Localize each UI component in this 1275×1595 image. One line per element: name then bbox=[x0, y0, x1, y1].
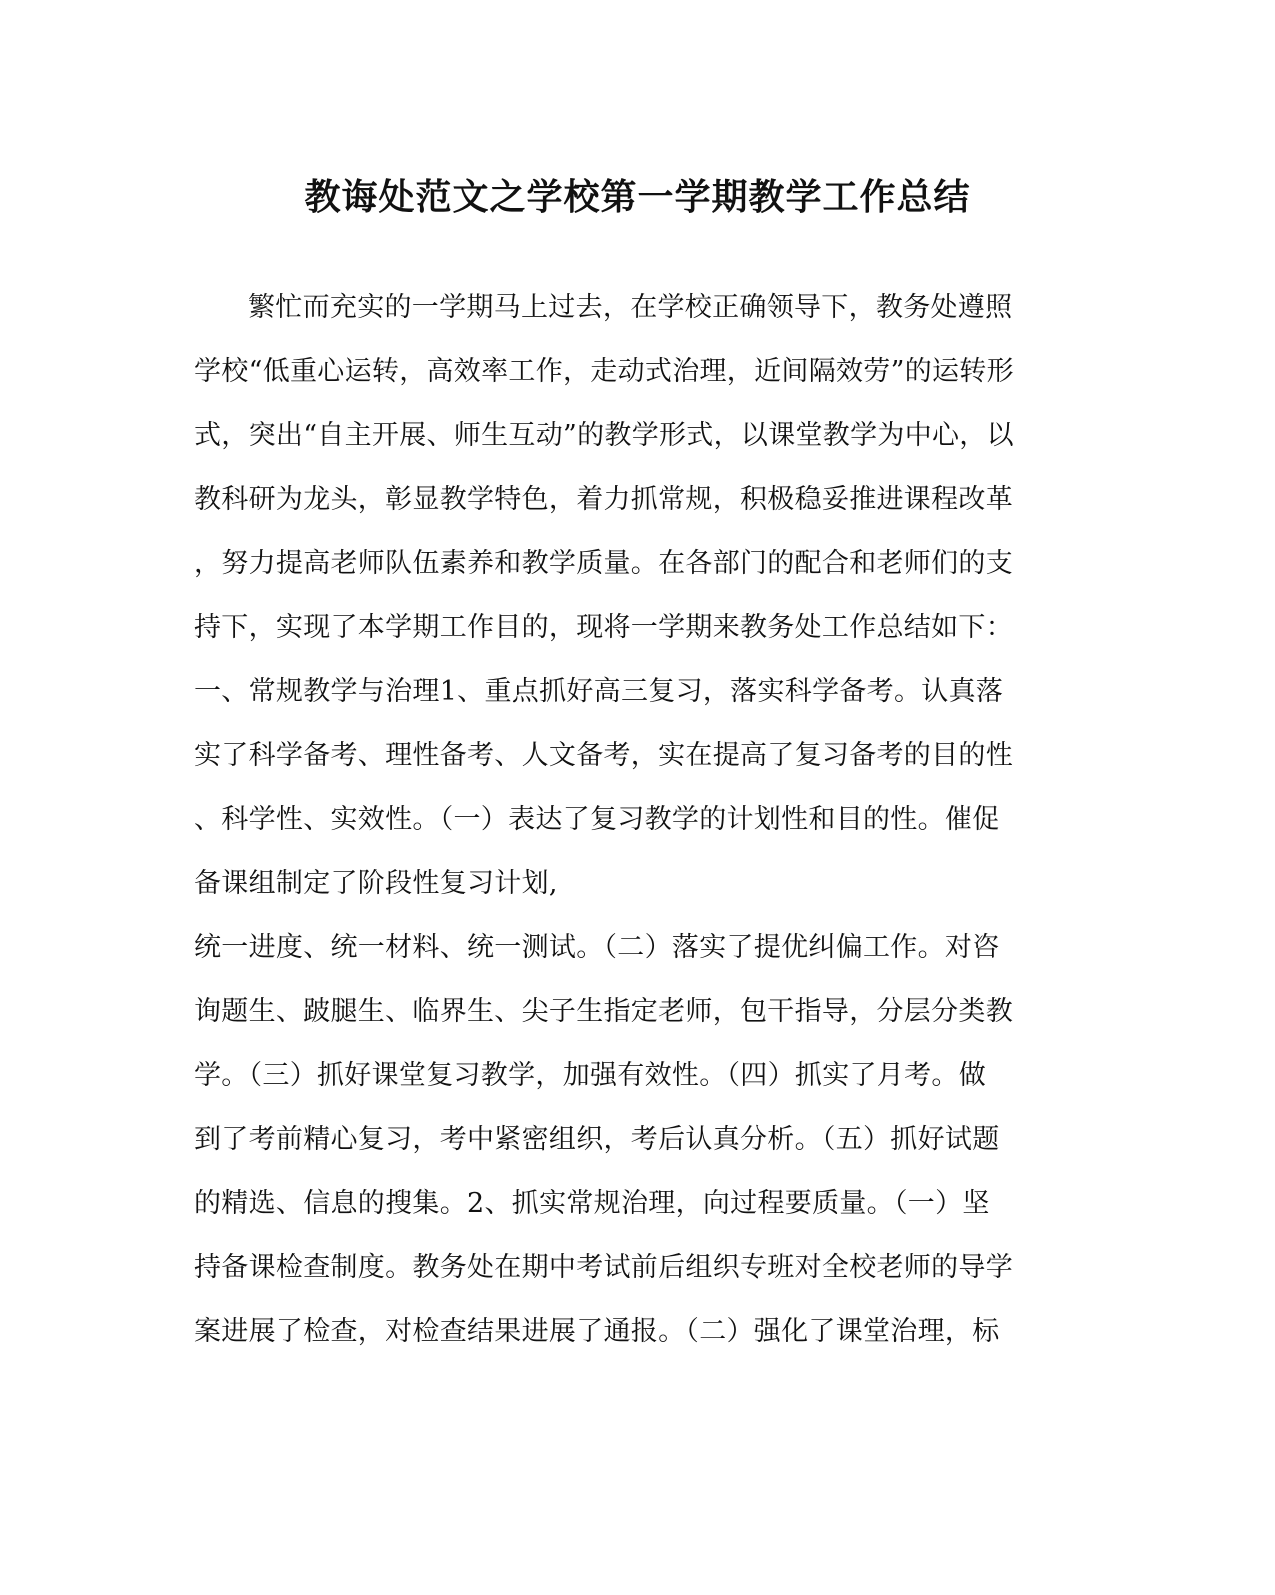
document-body bbox=[194, 285, 1064, 1373]
body-line: 的精选、信息的搜集。2、抓实常规治理，向过程要质量。（一）坚 bbox=[194, 1188, 990, 1219]
body-line: 学。（三）抓好课堂复习教学，加强有效性。（四）抓实了月考。做 bbox=[194, 1060, 986, 1091]
body-line: 一、常规教学与治理1、重点抓好高三复习，落实科学备考。认真落 bbox=[194, 676, 1004, 707]
body-line: 询题生、跛腿生、临界生、尖子生指定老师，包干指导，分层分类教 bbox=[194, 996, 1013, 1027]
body-line: 学校“低重心运转，高效率工作，走动式治理，近间隔效劳”的运转形 bbox=[194, 356, 1014, 387]
body-line: 实了科学备考、理性备考、人文备考，实在提高了复习备考的目的性 bbox=[194, 740, 1013, 771]
body-line: 持下，实现了本学期工作目的，现将一学期来教务处工作总结如下： bbox=[194, 612, 1013, 643]
body-line: 案进展了检查，对检查结果进展了通报。（二）强化了课堂治理，标 bbox=[194, 1316, 1000, 1347]
body-line: ，努力提高老师队伍素养和教学质量。在各部门的配合和老师们的支 bbox=[194, 548, 1013, 579]
body-line: 持备课检查制度。教务处在期中考试前后组织专班对全校老师的导学 bbox=[194, 1252, 1013, 1283]
body-line: 繁忙而充实的一学期马上过去，在学校正确领导下，教务处遵照 bbox=[248, 292, 1013, 323]
document-title: 教诲处范文之学校第一学期教学工作总结 bbox=[304, 176, 971, 218]
body-line: 式，突出“自主开展、师生互动”的教学形式，以课堂教学为中心，以 bbox=[194, 420, 1014, 451]
body-line: 统一进度、统一材料、统一测试。（二）落实了提优纠偏工作。对咨 bbox=[194, 932, 1000, 963]
body-line: 、科学性、实效性。（一）表达了复习教学的计划性和目的性。催促 bbox=[194, 804, 1000, 835]
body-line: 到了考前精心复习，考中紧密组织，考后认真分析。（五）抓好试题 bbox=[194, 1124, 1000, 1155]
body-line: 备课组制定了阶段性复习计划, bbox=[194, 868, 558, 899]
body-line: 教科研为龙头，彰显教学特色，着力抓常规，积极稳妥推进课程改革 bbox=[194, 484, 1013, 515]
